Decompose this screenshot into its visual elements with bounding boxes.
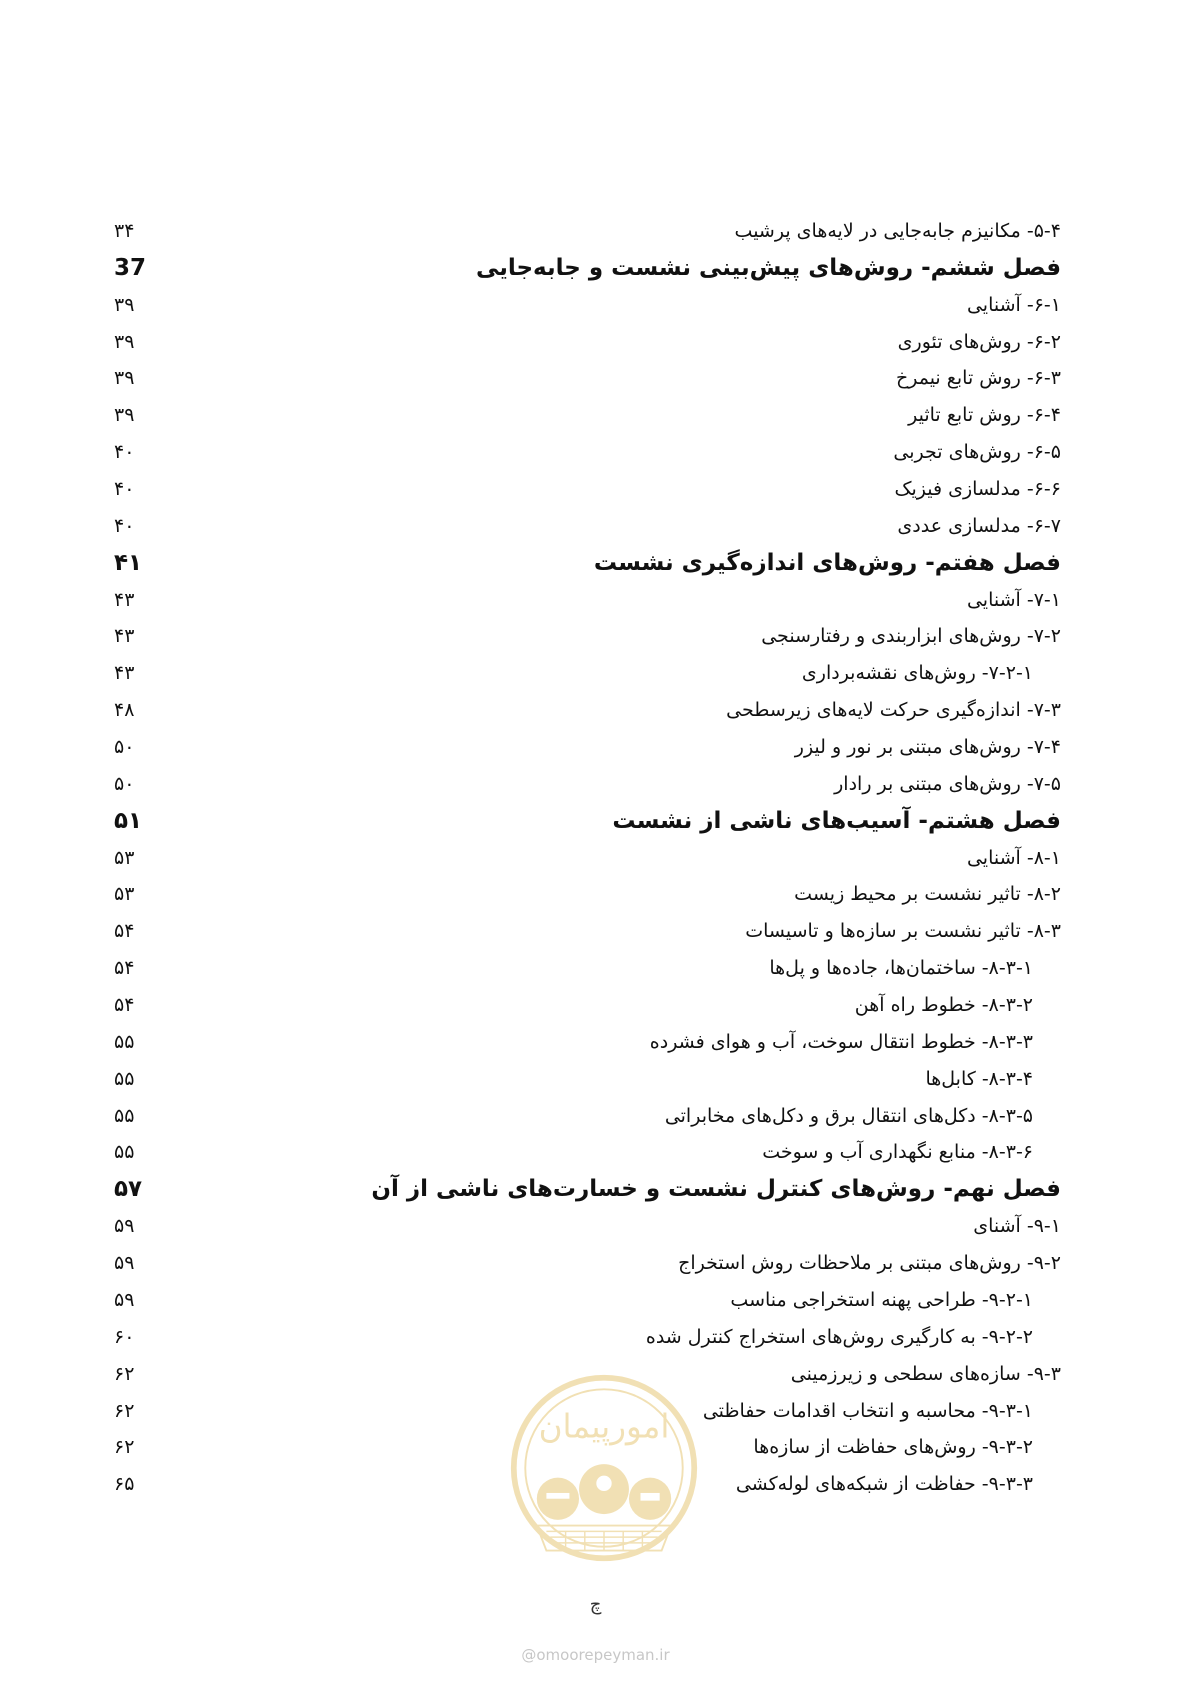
toc-title: ۷-۲-۱- روش‌های نقشه‌برداری	[801, 662, 1033, 685]
toc-title: ۸-۳-۵- دکل‌های انتقال برق و دکل‌های مخابراتی	[664, 1104, 1033, 1127]
toc-title: ۷-۱- آشنایی	[966, 588, 1061, 611]
toc-title: ۸-۲- تاثیر نشست بر محیط زیست	[794, 883, 1061, 906]
toc-page-number: ۳۴	[114, 220, 135, 242]
toc-page-number: ۴۰	[114, 514, 135, 537]
toc-chapter-row[interactable]	[108, 250, 1061, 287]
toc-entry-row[interactable]	[108, 508, 1061, 545]
toc-page-number: ۴۰	[114, 478, 135, 501]
toc-title: ۶-۵- روش‌های تجربی	[893, 441, 1061, 464]
toc-page-number: ۵۵	[114, 1104, 135, 1127]
toc-title: فصل هفتم- روش‌های اندازه‌گیری نشست	[593, 549, 1061, 576]
toc-title: ۹-۲-۱- طراحی پهنه استخراجی مناسب	[730, 1288, 1033, 1311]
toc-entry-row[interactable]	[108, 434, 1061, 471]
toc-title: ۸-۳-۶- منابع نگهداری آب و سوخت	[762, 1141, 1033, 1164]
toc-title: ۹-۱- آشنای	[973, 1215, 1061, 1238]
toc-page-number: ۵۷	[114, 1176, 143, 1203]
toc-entry-row[interactable]	[108, 1134, 1061, 1171]
toc-page-number: ۵۵	[114, 1067, 135, 1090]
toc-title: ۶-۳- روش تابع نیمرخ	[895, 367, 1061, 390]
toc-title: ۶-۷- مدلسازی عددی	[897, 514, 1061, 537]
toc-title: ۷-۲- روش‌های ابزاربندی و رفتارسنجی	[761, 625, 1061, 648]
toc-page-number: ۵۴	[114, 994, 135, 1017]
toc-page-number: ۴۱	[114, 549, 143, 576]
toc-entry-row[interactable]	[108, 987, 1061, 1024]
toc-title: ۹-۳- سازه‌های سطحی و زیرزمینی	[790, 1362, 1061, 1385]
toc-page-number: ۳۹	[114, 404, 135, 427]
toc-page-number: ۵۰	[114, 736, 135, 759]
toc-page-number: ۵۴	[114, 920, 135, 943]
toc-page-number: 37	[114, 254, 147, 281]
toc-entry-row[interactable]	[108, 766, 1061, 803]
toc-chapter-row[interactable]	[108, 1171, 1061, 1208]
toc-page-number: ۵۰	[114, 772, 135, 795]
toc-page-number: ۳۹	[114, 330, 135, 353]
toc-page-number: ۵۱	[114, 807, 143, 834]
watermark-text: امورپیمان	[538, 1407, 670, 1446]
toc-page-number: ۴۳	[114, 588, 135, 611]
toc-entry-row[interactable]	[108, 397, 1061, 434]
toc-page-number: ۳۹	[114, 293, 135, 316]
toc-entry-row[interactable]	[108, 471, 1061, 508]
toc-page-number: ۴۳	[114, 625, 135, 648]
toc-title: ۹-۳-۲- روش‌های حفاظت از سازه‌ها	[753, 1436, 1033, 1459]
toc-title: ۹-۳-۳- حفاظت از شبکه‌های لوله‌کشی	[735, 1473, 1033, 1496]
toc-page-number: ۵۴	[114, 957, 135, 980]
toc-entry-row[interactable]	[108, 1245, 1061, 1282]
toc-title: ۵-۴- مکانیزم جابه‌جایی در لایه‌های پرشیب	[734, 220, 1061, 242]
toc-title: فصل هشتم- آسیب‌های ناشی از نشست	[612, 807, 1061, 834]
toc-entry-row[interactable]	[108, 913, 1061, 950]
toc-page-number: ۶۲	[114, 1399, 135, 1422]
toc-page-number: ۴۳	[114, 662, 135, 685]
toc-title: ۶-۶- مدلسازی فیزیک	[894, 478, 1061, 501]
toc-page-number: ۳۹	[114, 367, 135, 390]
toc-page-number: ۵۹	[114, 1288, 135, 1311]
toc-title: ۸-۳-۱- ساختمان‌ها، جاده‌ها و پل‌ها	[769, 957, 1033, 980]
toc-title: ۸-۱- آشنایی	[966, 846, 1061, 869]
table-of-contents	[108, 213, 1061, 1503]
toc-title: ۸-۳-۲- خطوط راه آهن	[854, 994, 1033, 1017]
toc-page-number: ۶۰	[114, 1325, 135, 1348]
toc-title: ۶-۲- روش‌های تئوری	[897, 330, 1061, 353]
toc-entry-row[interactable]	[108, 1098, 1061, 1135]
site-url: @omoorepeyman.ir	[521, 1646, 670, 1664]
watermark-logo	[508, 1372, 700, 1564]
toc-title: ۸-۳- تاثیر نشست بر سازه‌ها و تاسیسات	[745, 920, 1061, 943]
toc-entry-row[interactable]	[108, 213, 1061, 250]
toc-entry-row[interactable]	[108, 582, 1061, 619]
toc-entry-row[interactable]	[108, 360, 1061, 397]
toc-entry-row[interactable]	[108, 692, 1061, 729]
toc-entry-row[interactable]	[108, 324, 1061, 361]
toc-title: ۶-۴- روش تابع تاثیر	[908, 404, 1061, 427]
toc-entry-row[interactable]	[108, 840, 1061, 877]
toc-title: ۹-۲-۲- به کارگیری روش‌های استخراج کنترل شده	[645, 1325, 1033, 1348]
toc-title: ۹-۳-۱- محاسبه و انتخاب اقدامات حفاظتی	[702, 1399, 1033, 1422]
toc-entry-row[interactable]	[108, 950, 1061, 987]
toc-entry-row[interactable]	[108, 1061, 1061, 1098]
toc-chapter-row[interactable]	[108, 803, 1061, 840]
toc-page-number: ۵۵	[114, 1141, 135, 1164]
toc-title: ۷-۳- اندازه‌گیری حرکت لایه‌های زیرسطحی	[726, 699, 1061, 722]
toc-entry-row[interactable]	[108, 287, 1061, 324]
toc-entry-row[interactable]	[108, 618, 1061, 655]
toc-page-number: ۵۹	[114, 1215, 135, 1238]
toc-title: ۸-۳-۴- کابل‌ها	[925, 1067, 1033, 1090]
toc-title: ۹-۲- روش‌های مبتنی بر ملاحظات روش استخراج	[678, 1252, 1061, 1275]
toc-page-number: ۶۲	[114, 1436, 135, 1459]
toc-page-number: ۵۹	[114, 1252, 135, 1275]
toc-page-number: ۵۳	[114, 883, 135, 906]
toc-page-number: ۵۳	[114, 846, 135, 869]
toc-entry-row[interactable]	[108, 876, 1061, 913]
toc-title: ۷-۴- روش‌های مبتنی بر نور و لیزر	[794, 736, 1061, 759]
page-number: چ	[589, 1594, 602, 1615]
toc-entry-row[interactable]	[108, 1208, 1061, 1245]
toc-page-number: ۶۲	[114, 1362, 135, 1385]
toc-page-number: ۵۵	[114, 1030, 135, 1053]
toc-page-number: ۴۰	[114, 441, 135, 464]
toc-title: ۶-۱- آشنایی	[966, 293, 1061, 316]
toc-page-number: ۶۵	[114, 1473, 135, 1496]
toc-entry-row[interactable]	[108, 1282, 1061, 1319]
toc-entry-row[interactable]	[108, 655, 1061, 692]
toc-title: فصل ششم- روش‌های پیش‌بینی نشست و جابه‌جایی	[475, 254, 1061, 281]
toc-title: ۸-۳-۳- خطوط انتقال سوخت، آب و هوای فشرده	[649, 1030, 1033, 1053]
toc-page-number: ۴۸	[114, 699, 135, 722]
toc-entry-row[interactable]	[108, 729, 1061, 766]
toc-entry-row[interactable]	[108, 1319, 1061, 1356]
toc-chapter-row[interactable]	[108, 545, 1061, 582]
toc-title: ۷-۵- روش‌های مبتنی بر رادار	[834, 772, 1061, 795]
toc-entry-row[interactable]	[108, 1024, 1061, 1061]
toc-title: فصل نهم- روش‌های کنترل نشست و خسارت‌های ناشی از آن	[371, 1176, 1061, 1203]
